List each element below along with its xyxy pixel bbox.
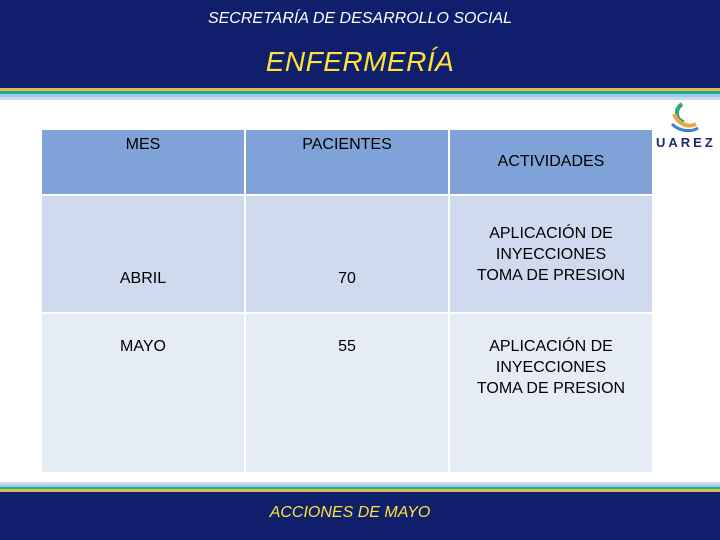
bottom-stripes (0, 478, 720, 492)
logo-wordmark: UAREZ (656, 135, 716, 150)
cell-pacientes: 55 (245, 313, 449, 473)
header-mes: MES (41, 129, 245, 195)
activity-line: INYECCIONES (495, 359, 607, 376)
cell-actividades (449, 195, 653, 313)
cell-actividades (449, 313, 653, 473)
table-header-row (41, 129, 653, 195)
activity-line: APLICACIÓN DE (489, 338, 613, 355)
activity-line: APLICACIÓN DE (489, 224, 613, 242)
secretaria-title: SECRETARÍA DE DESARROLLO SOCIAL (207, 10, 513, 27)
footer-title: ACCIONES DE MAYO (269, 504, 431, 521)
page-title: ENFERMERÍA (265, 46, 455, 77)
activity-line: INYECCIONES (495, 245, 607, 263)
juarez-logo-icon (652, 100, 720, 160)
footer-bar (0, 492, 720, 540)
header-bar (0, 0, 720, 88)
nursing-table (40, 128, 654, 474)
table-row (41, 313, 653, 473)
activity-line: TOMA DE PRESION (476, 380, 626, 397)
activity-line: TOMA DE PRESION (476, 266, 626, 284)
cell-pacientes: 70 (245, 195, 449, 313)
top-stripes (0, 88, 720, 104)
header-actividades: ACTIVIDADES (449, 129, 653, 195)
cell-mes: ABRIL (41, 195, 245, 313)
table-row (41, 195, 653, 313)
cell-mes: MAYO (41, 313, 245, 473)
header-pacientes: PACIENTES (245, 129, 449, 195)
